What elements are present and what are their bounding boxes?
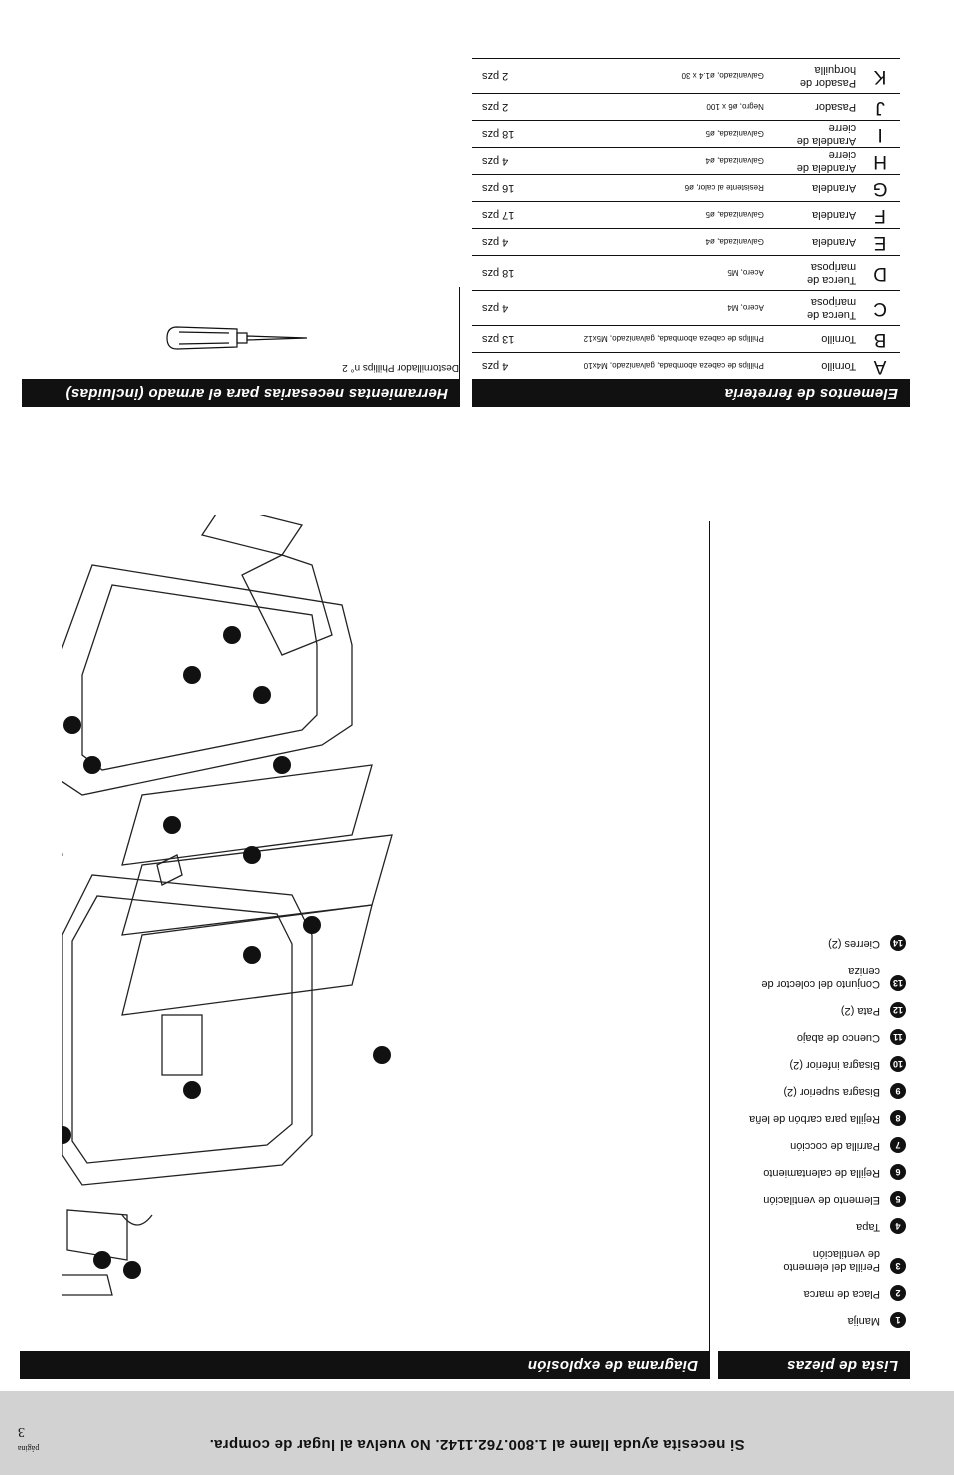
part-name: Bisagra inferior (2) bbox=[789, 1059, 880, 1071]
list-item bbox=[716, 1207, 906, 1234]
tools-header: Herramientas necesarias para el armado (incluidas) bbox=[22, 379, 460, 407]
hardware-qty: 16 pzs bbox=[472, 175, 539, 202]
list-item bbox=[716, 991, 906, 1018]
hardware-spec: Galvanizada, ø4 bbox=[539, 148, 768, 175]
hardware-spec: Galvanizada, ø5 bbox=[539, 121, 768, 148]
exploded-diagram bbox=[62, 515, 662, 1335]
vent-drawing bbox=[162, 1015, 202, 1075]
list-item bbox=[716, 1018, 906, 1045]
hardware-qty: 2 pzs bbox=[472, 59, 539, 94]
hardware-spec: Phillips de cabeza abombada, galvanizado, M5x12 bbox=[539, 326, 768, 353]
diagram-header: Diagrama de explosión bbox=[20, 1351, 710, 1379]
part-number-badge: 12 bbox=[890, 1002, 906, 1018]
hardware-spec: Acero, M4 bbox=[539, 291, 768, 326]
parts-list-header: Lista de piezas bbox=[718, 1351, 910, 1379]
part-name: Cierres (2) bbox=[828, 938, 880, 950]
hardware-spec: Resistente al calor, ø6 bbox=[539, 175, 768, 202]
hardware-name: Tornillo bbox=[768, 326, 860, 353]
hardware-table bbox=[472, 58, 900, 379]
hardware-name: Tornillo bbox=[768, 353, 860, 380]
hardware-name: Pasador de horquilla bbox=[768, 59, 860, 94]
brand-plate-drawing bbox=[62, 1275, 112, 1295]
part-name: Cuenco de abajo bbox=[796, 1032, 880, 1044]
hardware-letter: C bbox=[860, 291, 900, 326]
page-label: página bbox=[18, 1444, 40, 1453]
part-name: Tapa bbox=[856, 1221, 880, 1233]
table-row bbox=[472, 175, 900, 202]
list-item bbox=[716, 951, 906, 991]
list-item bbox=[716, 1234, 906, 1274]
part-name: Elemento de ventilación bbox=[763, 1194, 880, 1206]
table-row bbox=[472, 121, 900, 148]
part-number-badge: 13 bbox=[890, 975, 906, 991]
part-number-badge: 2 bbox=[890, 1285, 906, 1301]
part-name: Manija bbox=[847, 1315, 880, 1327]
hardware-letter: D bbox=[860, 256, 900, 291]
table-row bbox=[472, 59, 900, 94]
hardware-spec: Negro, ø6 x 100 bbox=[539, 94, 768, 121]
hardware-qty: 18 pzs bbox=[472, 256, 539, 291]
hardware-name: Arandela bbox=[768, 175, 860, 202]
part-number-badge: 8 bbox=[890, 1110, 906, 1126]
part-name: Placa de marca bbox=[803, 1288, 880, 1300]
hardware-spec: Galvanizado, ø1.4 x 30 bbox=[539, 59, 768, 94]
hardware-spec: Galvanizada, ø5 bbox=[539, 202, 768, 229]
ash-collector-drawing bbox=[202, 515, 302, 555]
part-number-badge: 7 bbox=[890, 1137, 906, 1153]
help-text: Si necesita ayuda llame al 1.800.762.1142. No vuelva al lugar de compra. bbox=[209, 1436, 745, 1453]
table-row bbox=[472, 256, 900, 291]
part-number-badge: 6 bbox=[890, 1164, 906, 1180]
part-number-badge: 3 bbox=[890, 1258, 906, 1274]
hardware-name: Tuerca de mariposa bbox=[768, 256, 860, 291]
hardware-qty: 4 pzs bbox=[472, 148, 539, 175]
hardware-spec: Phillips de cabeza abombada, galvanizado, M4x10 bbox=[539, 353, 768, 380]
leg-drawing bbox=[242, 555, 332, 655]
tool-name: Destornillador Phillips n° 2 bbox=[342, 362, 459, 373]
hardware-qty: 4 pzs bbox=[472, 291, 539, 326]
table-row bbox=[472, 229, 900, 256]
hardware-spec: Acero, M5 bbox=[539, 256, 768, 291]
part-name: Conjunto del colector de ceniza bbox=[761, 965, 880, 990]
part-name: Rejilla de calentamiento bbox=[763, 1167, 880, 1179]
part-name: Perilla del elemento de ventilación bbox=[783, 1248, 880, 1273]
table-row bbox=[472, 94, 900, 121]
handle-drawing bbox=[67, 1210, 127, 1260]
list-item bbox=[716, 1099, 906, 1126]
hardware-name: Tuerca de mariposa bbox=[768, 291, 860, 326]
hardware-qty: 13 pzs bbox=[472, 326, 539, 353]
screwdriver-icon bbox=[159, 313, 309, 363]
hardware-qty: 4 pzs bbox=[472, 353, 539, 380]
hardware-letter: B bbox=[860, 326, 900, 353]
part-name: Bisagra superior (2) bbox=[783, 1086, 880, 1098]
list-item bbox=[716, 1126, 906, 1153]
hardware-name: Arandela de cierre bbox=[768, 121, 860, 148]
hardware-letter: E bbox=[860, 229, 900, 256]
page-number: 3 bbox=[18, 1424, 25, 1439]
table-row bbox=[472, 291, 900, 326]
list-item bbox=[716, 1180, 906, 1207]
help-footer bbox=[0, 1391, 954, 1475]
table-row bbox=[472, 353, 900, 380]
tools-section bbox=[39, 293, 459, 373]
hardware-name: Pasador bbox=[768, 94, 860, 121]
hardware-qty: 2 pzs bbox=[472, 94, 539, 121]
table-row bbox=[472, 148, 900, 175]
list-item bbox=[716, 1301, 906, 1328]
hardware-letter: G bbox=[860, 175, 900, 202]
part-name: Rejilla para carbón de leña bbox=[749, 1113, 880, 1125]
part-number-badge: 10 bbox=[890, 1056, 906, 1072]
part-name: Pata (2) bbox=[840, 1005, 880, 1017]
part-name: Parrilla de cocción bbox=[790, 1140, 880, 1152]
part-number-badge: 14 bbox=[890, 935, 906, 951]
list-item bbox=[716, 1153, 906, 1180]
part-number-badge: 9 bbox=[890, 1083, 906, 1099]
list-item bbox=[716, 924, 906, 951]
hardware-header: Elementos de ferretería bbox=[472, 379, 910, 407]
hardware-letter: K bbox=[860, 59, 900, 94]
hardware-qty: 17 pzs bbox=[472, 202, 539, 229]
list-item bbox=[716, 1274, 906, 1301]
part-number-badge: 5 bbox=[890, 1191, 906, 1207]
part-number-badge: 11 bbox=[890, 1029, 906, 1045]
hardware-spec: Galvanizada, ø4 bbox=[539, 229, 768, 256]
part-number-badge: 1 bbox=[890, 1312, 906, 1328]
hardware-letter: J bbox=[860, 94, 900, 121]
hardware-letter: I bbox=[860, 121, 900, 148]
parts-list bbox=[716, 924, 906, 1328]
hardware-qty: 18 pzs bbox=[472, 121, 539, 148]
hardware-name: Arandela bbox=[768, 202, 860, 229]
section-divider bbox=[709, 521, 710, 1353]
hardware-letter: F bbox=[860, 202, 900, 229]
hardware-name: Arandela bbox=[768, 229, 860, 256]
hardware-letter: A bbox=[860, 353, 900, 380]
list-item bbox=[716, 1045, 906, 1072]
list-item bbox=[716, 1072, 906, 1099]
hardware-qty: 4 pzs bbox=[472, 229, 539, 256]
table-row bbox=[472, 326, 900, 353]
part-number-badge: 4 bbox=[890, 1218, 906, 1234]
table-row bbox=[472, 202, 900, 229]
hardware-name: Arandela de cierre bbox=[768, 148, 860, 175]
hardware-letter: H bbox=[860, 148, 900, 175]
